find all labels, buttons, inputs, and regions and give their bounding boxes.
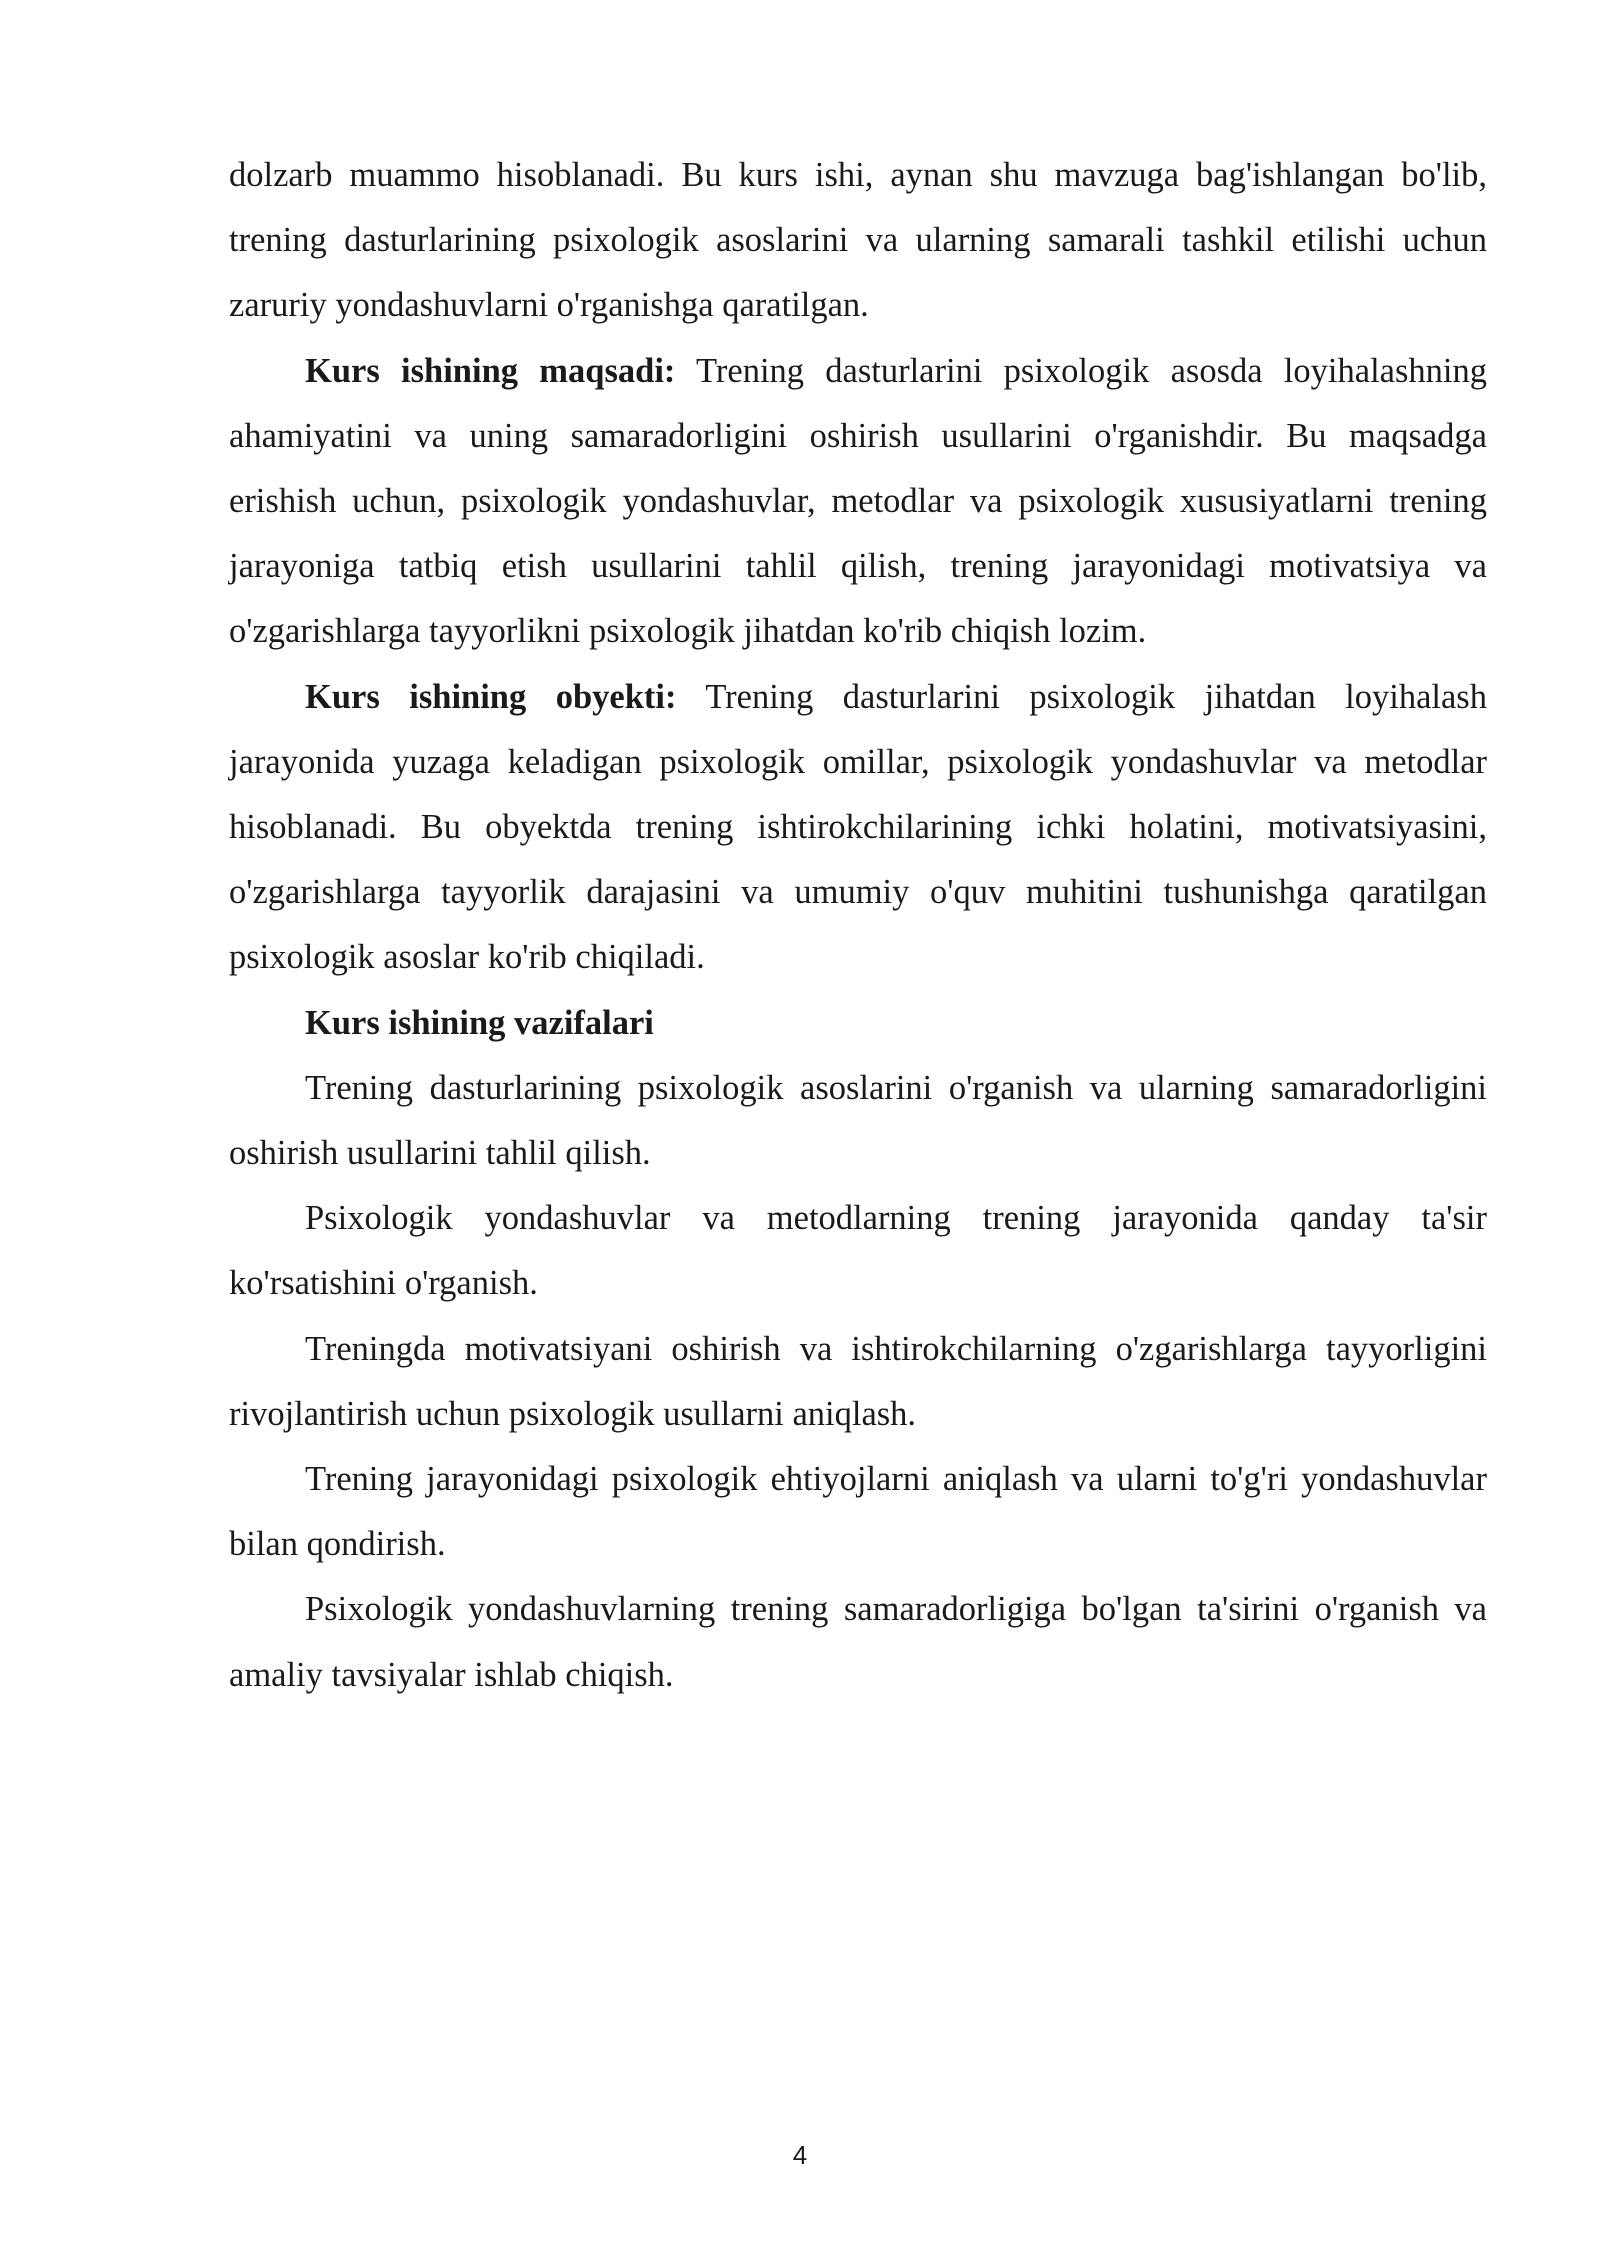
document-body: [229, 143, 1487, 1708]
paragraph-intro-continuation: [229, 143, 1487, 339]
paragraph-text: Trening dasturlarini psixologik jihatdan loyihalash jarayonida yuzaga keladigan psixologik omillar, psixologik yondashuvlar va metodlar hisoblanadi. Bu obyektda trening ishtirokchilarining ichki holatini, motivatsiyasini, o'zgarishlarga tayyorlik darajasini va umumiy o'quv muhitini tushunishga qaratilgan psixologik asoslar ko'rib chiqiladi.: [229, 677, 1487, 977]
goal-heading: Kurs ishining maqsadi:: [305, 351, 676, 390]
paragraph-text: Treningda motivatsiyani oshirish va ishtirokchilarning o'zgarishlarga tayyorligini rivojlantirish uchun psixologik usullarni aniqlash.: [229, 1329, 1487, 1433]
paragraph-text: Trening dasturlarini psixologik asosda loyihalashning ahamiyatini va uning samaradorligini oshirish usullarini o'rganishdir. Bu maqsadga erishish uchun, psixologik yondashuvlar, metodlar va psixologik xususiyatlarni trening jarayoniga tatbiq etish usullarini tahlil qilish, trening jarayonidagi motivatsiya va o'zgarishlarga tayyorlikni psixologik jihatdan ko'rib chiqish lozim.: [229, 351, 1487, 651]
tasks-heading: Kurs ishining vazifalari: [305, 1003, 654, 1042]
paragraph-text: Trening jarayonidagi psixologik ehtiyojlarni aniqlash va ularni to'g'ri yondashuvlar bilan qondirish.: [229, 1460, 1487, 1564]
task-item-4: [229, 1447, 1487, 1577]
paragraph-tasks-heading: [229, 991, 1487, 1056]
task-item-1: [229, 1056, 1487, 1186]
paragraph-object: [229, 665, 1487, 991]
paragraph-goal: [229, 339, 1487, 665]
task-item-5: [229, 1577, 1487, 1707]
paragraph-text: Trening dasturlarining psixologik asoslarini o'rganish va ularning samaradorligini oshirish usullarini tahlil qilish.: [229, 1068, 1487, 1173]
task-item-3: [229, 1317, 1487, 1447]
task-item-2: [229, 1186, 1487, 1316]
paragraph-text: Psixologik yondashuvlar va metodlarning trening jarayonida qanday ta'sir ko'rsatishini o'rganish.: [229, 1199, 1487, 1303]
object-heading: Kurs ishining obyekti:: [305, 677, 677, 716]
paragraph-text: dolzarb muammo hisoblanadi. Bu kurs ishi, aynan shu mavzuga bag'ishlangan bo'lib, trening dasturlarining psixologik asoslarini va ularning samarali tashkil etilishi uchun zaruriy yondashuvlarni o'rganishga qaratilgan.: [229, 156, 1487, 325]
paragraph-text: Psixologik yondashuvlarning trening samaradorligiga bo'lgan ta'sirini o'rganish va amaliy tavsiyalar ishlab chiqish.: [229, 1590, 1487, 1694]
page-number: 4: [792, 2140, 808, 2170]
